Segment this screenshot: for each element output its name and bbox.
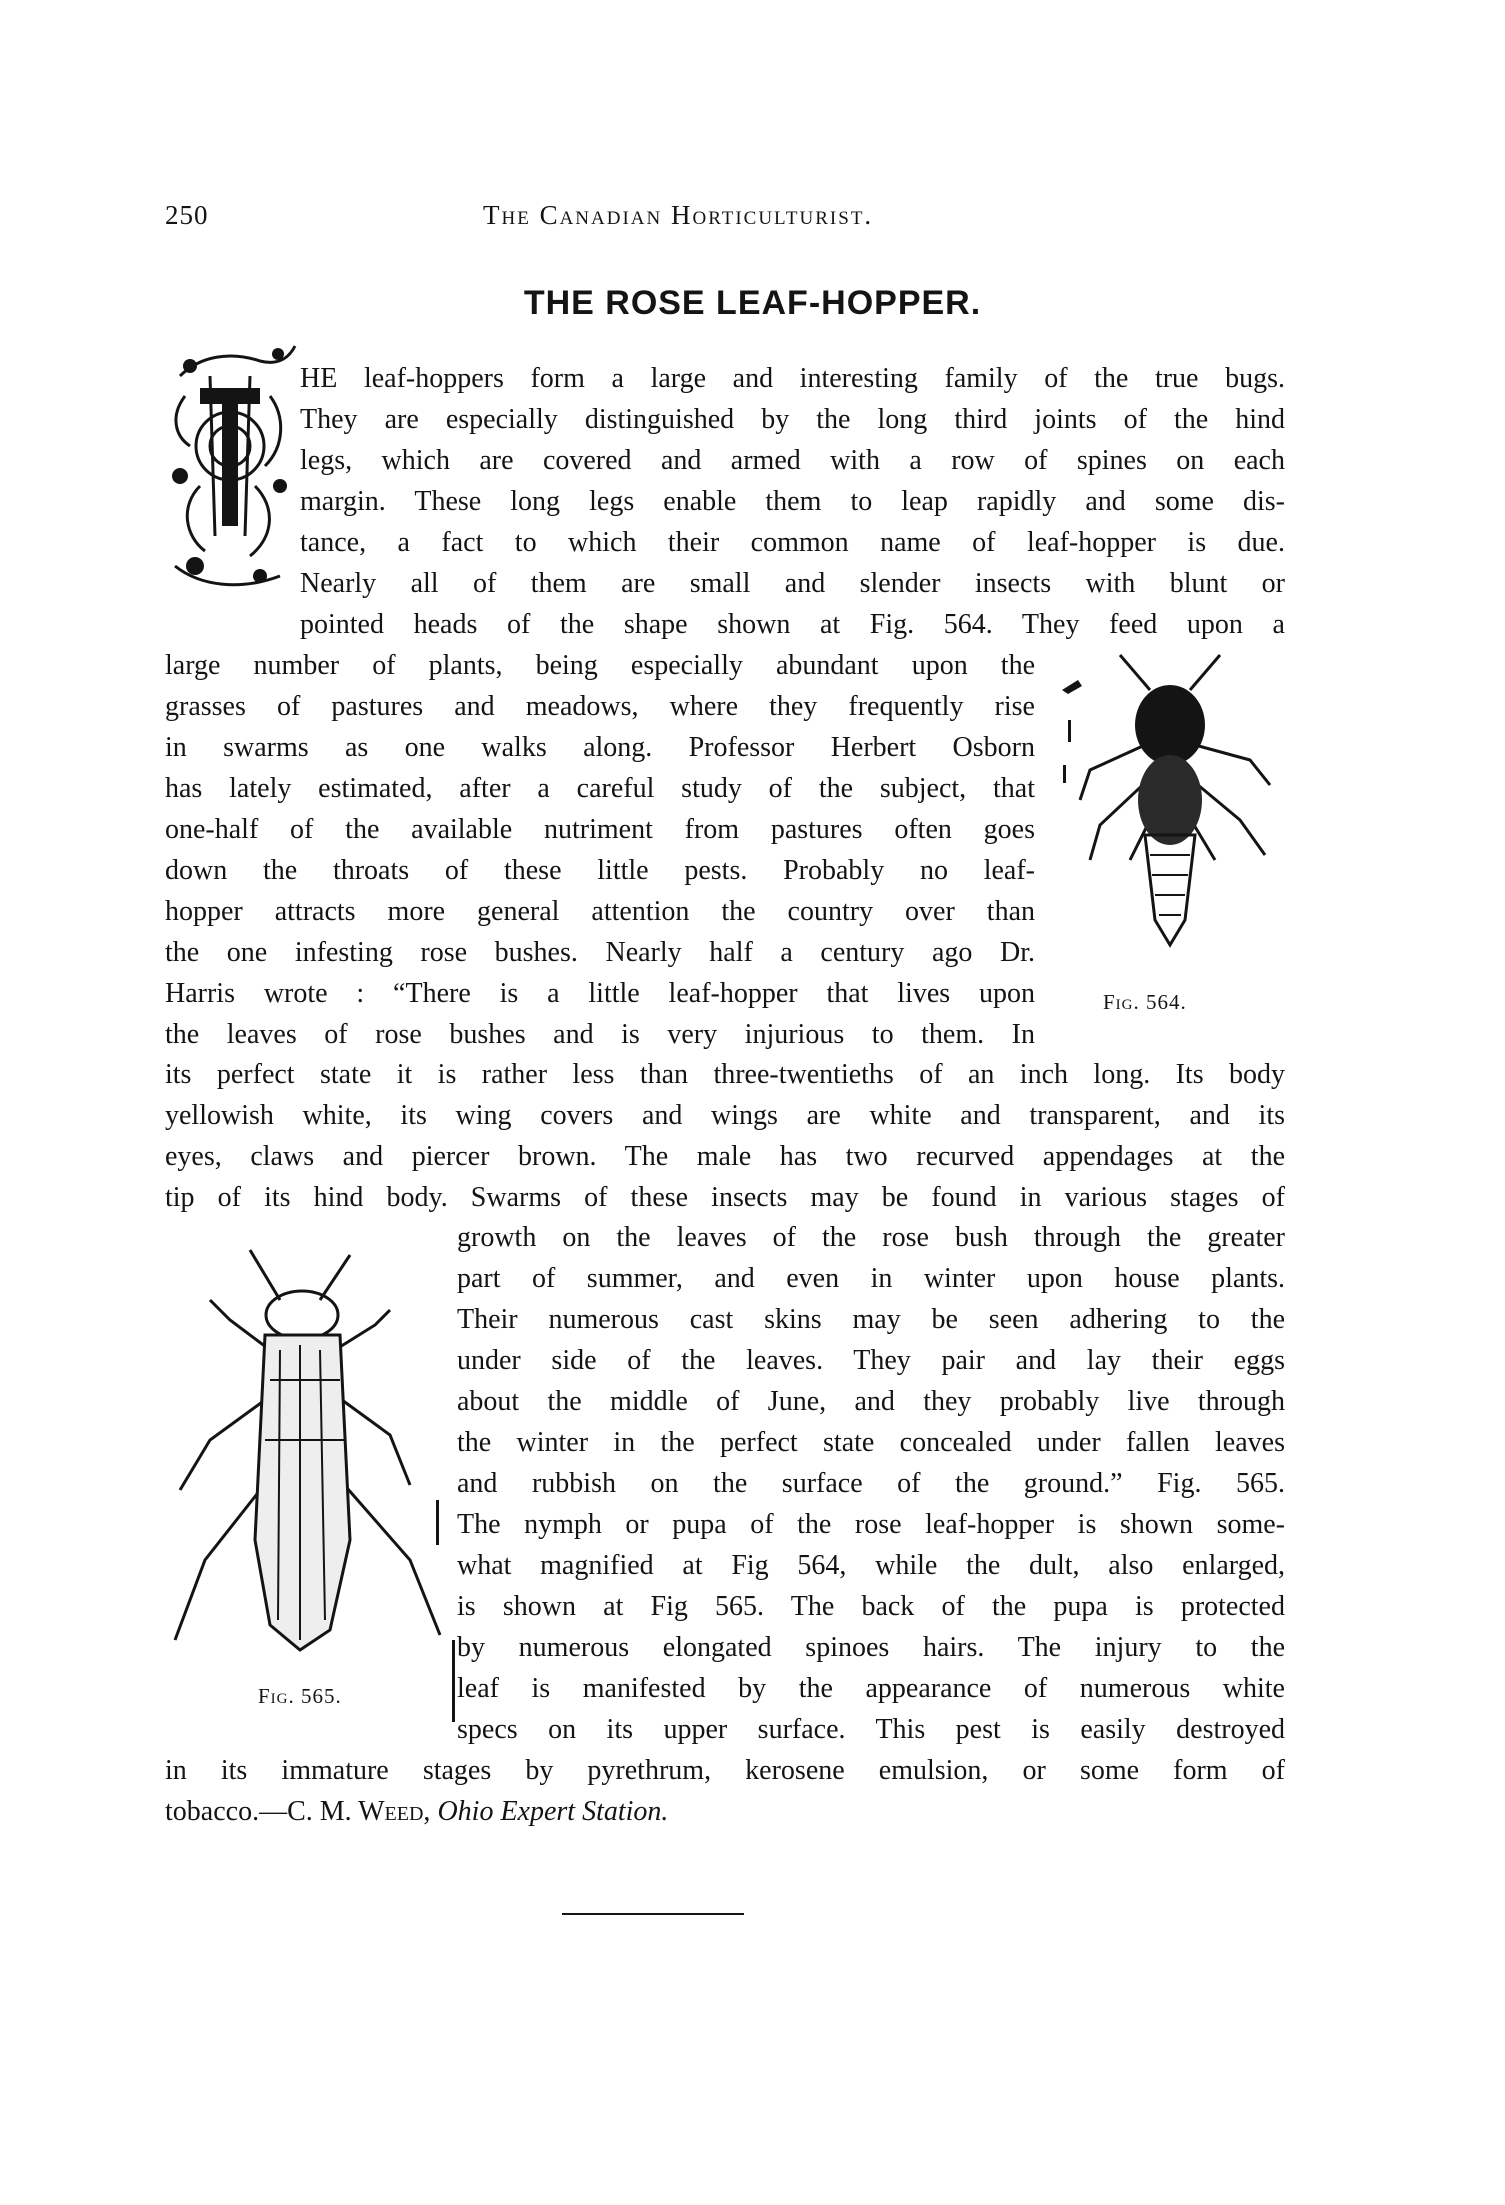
- text-line: the one infesting rose bushes. Nearly half a century ago Dr.: [165, 937, 1035, 968]
- text-line: down the throats of these little pests. Probably no leaf-: [165, 855, 1035, 886]
- text-line: tance, a fact to which their common name of leaf-hopper is due.: [300, 527, 1285, 558]
- fig-565-caption: Fig. 565.: [258, 1684, 342, 1708]
- text-line: is shown at Fig 565. The back of the pupa is protected: [457, 1591, 1285, 1622]
- text-line: large number of plants, being especially abundant upon the: [165, 650, 1035, 681]
- paragraph-beside-fig565: [457, 1217, 1285, 1750]
- text-line-signature: [165, 1791, 1285, 1832]
- text-line: the winter in the perfect state concealed under fallen leaves: [457, 1427, 1285, 1458]
- fig-565-adult-illustration: [160, 1240, 450, 1660]
- text-line: tip of its hind body. Swarms of these insects may be found in various stages of: [165, 1182, 1285, 1213]
- text-line: Their numerous cast skins may be seen adhering to the: [457, 1304, 1285, 1335]
- text-line: specs on its upper surface. This pest is easily destroyed: [457, 1714, 1285, 1745]
- journal-title: The Canadian Horticulturist.: [483, 200, 874, 230]
- margin-bracket: [452, 1640, 455, 1722]
- text-line: Nearly all of them are small and slender insects with blunt or: [300, 568, 1285, 599]
- text-line: pointed heads of the shape shown at Fig. 564. They feed upon a: [300, 609, 1285, 640]
- text-line: part of summer, and even in winter upon house plants.: [457, 1263, 1285, 1294]
- closing-text: tobacco.—: [165, 1796, 288, 1827]
- paragraph-beside-fig564: [165, 645, 1035, 1055]
- author-signature: C. M. Weed,: [287, 1796, 431, 1827]
- text-line: the leaves of rose bushes and is very injurious to them. In: [165, 1019, 1035, 1050]
- text-line: in its immature stages by pyrethrum, kerosene emulsion, or some form of: [165, 1755, 1285, 1786]
- text-line: They are especially distinguished by the long third joints of the hind: [300, 404, 1285, 435]
- text-line: about the middle of June, and they probably live through: [457, 1386, 1285, 1417]
- text-line: leaf is manifested by the appearance of numerous white: [457, 1673, 1285, 1704]
- text-line: HE leaf-hoppers form a large and interesting family of the true bugs.: [300, 363, 1285, 394]
- ornamental-dropcap: [160, 336, 300, 608]
- text-line: by numerous elongated spinoes hairs. The injury to the: [457, 1632, 1285, 1663]
- text-line: has lately estimated, after a careful study of the subject, that: [165, 773, 1035, 804]
- end-rule: [562, 1913, 744, 1915]
- paragraph-intro: [300, 358, 1285, 645]
- text-line: hopper attracts more general attention the country over than: [165, 896, 1035, 927]
- fig-564-caption: Fig. 564.: [1103, 990, 1187, 1014]
- text-line: legs, which are covered and armed with a row of spines on each: [300, 445, 1285, 476]
- page-number: 250: [165, 200, 209, 230]
- text-line: growth on the leaves of the rose bush through the greater: [457, 1222, 1285, 1253]
- running-head: [165, 200, 1285, 240]
- text-line: one-half of the available nutriment from pastures often goes: [165, 814, 1035, 845]
- fig-564-nymph-illustration: [1060, 650, 1290, 960]
- text-line: eyes, claws and piercer brown. The male has two recurved appendages at the: [165, 1141, 1285, 1172]
- article-title: THE ROSE LEAF-HOPPER.: [523, 284, 982, 322]
- text-line: and rubbish on the surface of the ground.” Fig. 565.: [457, 1468, 1285, 1499]
- text-line: margin. These long legs enable them to leap rapidly and some dis-: [300, 486, 1285, 517]
- text-line: grasses of pastures and meadows, where they frequently rise: [165, 691, 1035, 722]
- text-line: what magnified at Fig 564, while the dult, also enlarged,: [457, 1550, 1285, 1581]
- text-line: its perfect state it is rather less than three-twentieths of an inch long. Its body: [165, 1059, 1285, 1090]
- text-line: under side of the leaves. They pair and lay their eggs: [457, 1345, 1285, 1376]
- paragraph-closing: [165, 1750, 1285, 1832]
- text-line: yellowish white, its wing covers and wings are white and transparent, and its: [165, 1100, 1285, 1131]
- source-station: Ohio Expert Station.: [437, 1796, 669, 1827]
- text-line: The nymph or pupa of the rose leaf-hopper is shown some-: [457, 1509, 1285, 1540]
- paragraph-full-width: [165, 1054, 1285, 1218]
- text-line: Harris wrote : “There is a little leaf-hopper that lives upon: [165, 978, 1035, 1009]
- text-line: in swarms as one walks along. Professor Herbert Osborn: [165, 732, 1035, 763]
